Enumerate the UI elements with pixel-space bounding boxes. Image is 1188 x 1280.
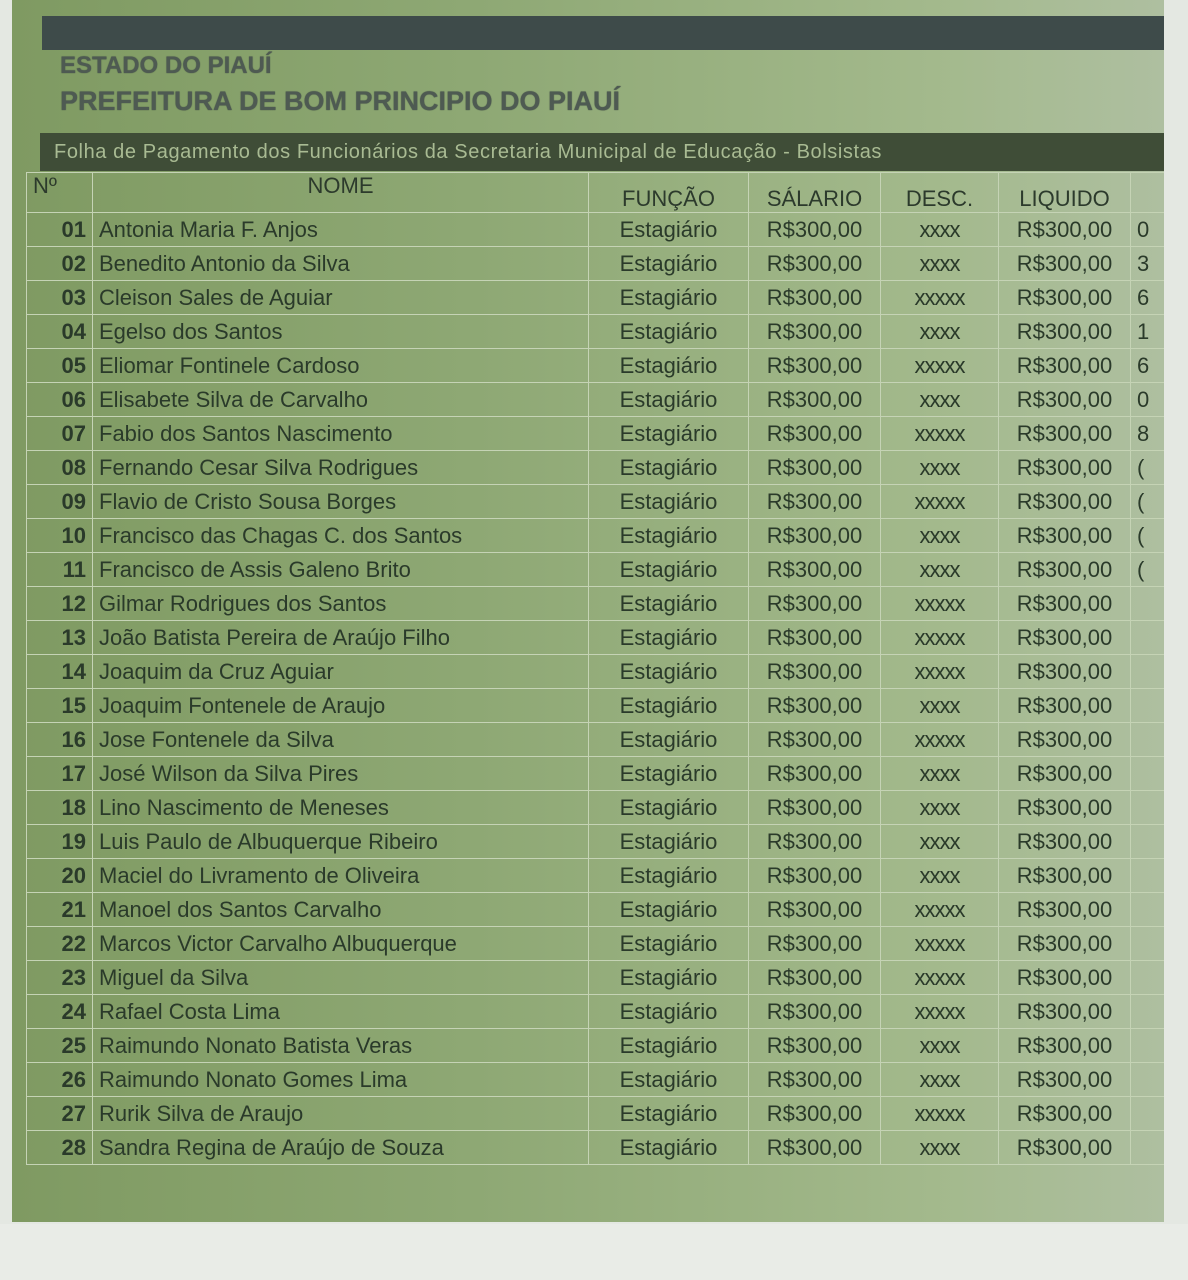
cell-number: 14 [27, 655, 93, 689]
cell-number: 15 [27, 689, 93, 723]
table-row [27, 417, 1165, 451]
cell-discount: xxxx [881, 519, 999, 553]
table-row [27, 689, 1165, 723]
cell-net: R$300,00 [999, 213, 1131, 247]
cell-number: 06 [27, 383, 93, 417]
cell-role: Estagiário [589, 825, 749, 859]
cell-salary: R$300,00 [749, 281, 881, 315]
cell-discount: xxxx [881, 791, 999, 825]
cell-number: 07 [27, 417, 93, 451]
cell-name: Francisco de Assis Galeno Brito [93, 553, 589, 587]
table-row [27, 859, 1165, 893]
table-row [27, 791, 1165, 825]
cell-net: R$300,00 [999, 451, 1131, 485]
cell-name: Raimundo Nonato Batista Veras [93, 1029, 589, 1063]
prefecture-heading: PREFEITURA DE BOM PRINCIPIO DO PIAUÍ [60, 86, 621, 116]
state-heading: ESTADO DO PIAUÍ [60, 52, 272, 79]
cell-name: Egelso dos Santos [93, 315, 589, 349]
cell-net: R$300,00 [999, 995, 1131, 1029]
cell-salary: R$300,00 [749, 1131, 881, 1165]
spreadsheet-page [12, 0, 1164, 1222]
cell-discount: xxxxx [881, 621, 999, 655]
cell-name: Miguel da Silva [93, 961, 589, 995]
cell-discount: xxxx [881, 315, 999, 349]
cell-name: Joaquim da Cruz Aguiar [93, 655, 589, 689]
cell-salary: R$300,00 [749, 723, 881, 757]
cell-salary: R$300,00 [749, 485, 881, 519]
cell-role: Estagiário [589, 485, 749, 519]
cell-discount: xxxxx [881, 893, 999, 927]
table-row [27, 1063, 1165, 1097]
cell-discount: xxxx [881, 383, 999, 417]
cell-salary: R$300,00 [749, 961, 881, 995]
cell-net: R$300,00 [999, 417, 1131, 451]
cell-role: Estagiário [589, 1131, 749, 1165]
cell-extra: ( [1131, 451, 1165, 485]
page-margin [0, 1224, 1188, 1280]
cell-discount: xxxx [881, 757, 999, 791]
cell-name: Benedito Antonio da Silva [93, 247, 589, 281]
cell-extra [1131, 995, 1165, 1029]
cell-net: R$300,00 [999, 1029, 1131, 1063]
cell-name: Jose Fontenele da Silva [93, 723, 589, 757]
cell-role: Estagiário [589, 621, 749, 655]
cell-net: R$300,00 [999, 587, 1131, 621]
cell-number: 13 [27, 621, 93, 655]
table-row [27, 723, 1165, 757]
cell-role: Estagiário [589, 1063, 749, 1097]
cell-extra [1131, 961, 1165, 995]
cell-extra: 8 [1131, 417, 1165, 451]
cell-discount: xxxxx [881, 1097, 999, 1131]
cell-number: 11 [27, 553, 93, 587]
cell-role: Estagiário [589, 587, 749, 621]
cell-extra [1131, 1063, 1165, 1097]
cell-number: 24 [27, 995, 93, 1029]
column-header-extra [1131, 173, 1165, 213]
cell-discount: xxxxx [881, 655, 999, 689]
cell-role: Estagiário [589, 791, 749, 825]
cell-extra: ( [1131, 485, 1165, 519]
cell-discount: xxxx [881, 859, 999, 893]
cell-salary: R$300,00 [749, 1063, 881, 1097]
cell-salary: R$300,00 [749, 791, 881, 825]
cell-name: Rafael Costa Lima [93, 995, 589, 1029]
cell-number: 09 [27, 485, 93, 519]
table-row [27, 757, 1165, 791]
cell-net: R$300,00 [999, 1131, 1131, 1165]
cell-number: 10 [27, 519, 93, 553]
column-header-desc: DESC. [881, 173, 999, 213]
cell-discount: xxxxx [881, 349, 999, 383]
cell-role: Estagiário [589, 349, 749, 383]
cell-extra [1131, 689, 1165, 723]
cell-discount: xxxx [881, 247, 999, 281]
table-row [27, 1131, 1165, 1165]
cell-extra [1131, 1097, 1165, 1131]
cell-number: 28 [27, 1131, 93, 1165]
cell-number: 08 [27, 451, 93, 485]
cell-net: R$300,00 [999, 1097, 1131, 1131]
cell-salary: R$300,00 [749, 1097, 881, 1131]
table-row [27, 519, 1165, 553]
cell-extra: ( [1131, 519, 1165, 553]
cell-number: 02 [27, 247, 93, 281]
cell-extra [1131, 893, 1165, 927]
cell-number: 23 [27, 961, 93, 995]
cell-name: Cleison Sales de Aguiar [93, 281, 589, 315]
cell-number: 12 [27, 587, 93, 621]
cell-discount: xxxx [881, 1063, 999, 1097]
table-row [27, 247, 1165, 281]
cell-discount: xxxxx [881, 417, 999, 451]
cell-net: R$300,00 [999, 961, 1131, 995]
cell-net: R$300,00 [999, 553, 1131, 587]
cell-role: Estagiário [589, 213, 749, 247]
cell-extra [1131, 1131, 1165, 1165]
cell-net: R$300,00 [999, 621, 1131, 655]
column-header-role: FUNÇÃO [589, 173, 749, 213]
cell-extra [1131, 927, 1165, 961]
cell-name: Maciel do Livramento de Oliveira [93, 859, 589, 893]
cell-extra: 0 [1131, 213, 1165, 247]
cell-extra [1131, 587, 1165, 621]
table-row [27, 281, 1165, 315]
cell-name: Elisabete Silva de Carvalho [93, 383, 589, 417]
cell-name: Luis Paulo de Albuquerque Ribeiro [93, 825, 589, 859]
cell-name: Sandra Regina de Araújo de Souza [93, 1131, 589, 1165]
payroll-table [26, 172, 1164, 1165]
cell-discount: xxxx [881, 689, 999, 723]
cell-discount: xxxx [881, 1131, 999, 1165]
cell-extra: 0 [1131, 383, 1165, 417]
cell-net: R$300,00 [999, 757, 1131, 791]
cell-name: Antonia Maria F. Anjos [93, 213, 589, 247]
cell-role: Estagiário [589, 893, 749, 927]
column-header-name: NOME [93, 173, 589, 213]
table-row [27, 927, 1165, 961]
cell-extra [1131, 791, 1165, 825]
table-row [27, 587, 1165, 621]
cell-role: Estagiário [589, 417, 749, 451]
cell-number: 18 [27, 791, 93, 825]
payroll-caption: Folha de Pagamento dos Funcionários da Secretaria Municipal de Educação - Bolsistas [40, 133, 1164, 171]
column-header-num: Nº [27, 173, 93, 213]
cell-salary: R$300,00 [749, 247, 881, 281]
cell-discount: xxxx [881, 553, 999, 587]
cell-discount: xxxx [881, 1029, 999, 1063]
cell-name: João Batista Pereira de Araújo Filho [93, 621, 589, 655]
cell-discount: xxxx [881, 451, 999, 485]
cell-name: Joaquim Fontenele de Araujo [93, 689, 589, 723]
cell-net: R$300,00 [999, 723, 1131, 757]
cell-name: Fabio dos Santos Nascimento [93, 417, 589, 451]
cell-salary: R$300,00 [749, 655, 881, 689]
cell-number: 25 [27, 1029, 93, 1063]
cell-discount: xxxx [881, 825, 999, 859]
cell-salary: R$300,00 [749, 689, 881, 723]
cell-net: R$300,00 [999, 383, 1131, 417]
cell-discount: xxxxx [881, 587, 999, 621]
cell-net: R$300,00 [999, 893, 1131, 927]
cell-salary: R$300,00 [749, 995, 881, 1029]
cell-net: R$300,00 [999, 315, 1131, 349]
cell-role: Estagiário [589, 723, 749, 757]
cell-net: R$300,00 [999, 485, 1131, 519]
cell-role: Estagiário [589, 247, 749, 281]
top-dark-band [42, 16, 1164, 50]
cell-number: 05 [27, 349, 93, 383]
cell-extra [1131, 859, 1165, 893]
cell-salary: R$300,00 [749, 587, 881, 621]
cell-number: 03 [27, 281, 93, 315]
cell-discount: xxxxx [881, 995, 999, 1029]
cell-discount: xxxxx [881, 927, 999, 961]
table-row [27, 825, 1165, 859]
table-row [27, 451, 1165, 485]
table-row [27, 1097, 1165, 1131]
cell-salary: R$300,00 [749, 349, 881, 383]
cell-number: 26 [27, 1063, 93, 1097]
cell-net: R$300,00 [999, 1063, 1131, 1097]
cell-number: 16 [27, 723, 93, 757]
cell-salary: R$300,00 [749, 757, 881, 791]
cell-extra [1131, 621, 1165, 655]
cell-number: 17 [27, 757, 93, 791]
cell-role: Estagiário [589, 655, 749, 689]
cell-salary: R$300,00 [749, 859, 881, 893]
table-header-row [27, 173, 1165, 213]
cell-extra [1131, 655, 1165, 689]
table-row [27, 621, 1165, 655]
table-row [27, 349, 1165, 383]
cell-name: Fernando Cesar Silva Rodrigues [93, 451, 589, 485]
column-header-salary: SÁLARIO [749, 173, 881, 213]
table-row [27, 213, 1165, 247]
cell-extra: 3 [1131, 247, 1165, 281]
cell-salary: R$300,00 [749, 1029, 881, 1063]
cell-net: R$300,00 [999, 825, 1131, 859]
cell-name: Eliomar Fontinele Cardoso [93, 349, 589, 383]
cell-discount: xxxxx [881, 485, 999, 519]
cell-net: R$300,00 [999, 859, 1131, 893]
cell-name: Raimundo Nonato Gomes Lima [93, 1063, 589, 1097]
table-body [27, 213, 1165, 1165]
cell-discount: xxxxx [881, 723, 999, 757]
cell-name: Flavio de Cristo Sousa Borges [93, 485, 589, 519]
table-row [27, 655, 1165, 689]
cell-extra: 6 [1131, 349, 1165, 383]
cell-net: R$300,00 [999, 519, 1131, 553]
cell-extra: 1 [1131, 315, 1165, 349]
cell-extra [1131, 1029, 1165, 1063]
table-row [27, 315, 1165, 349]
cell-net: R$300,00 [999, 689, 1131, 723]
cell-role: Estagiário [589, 315, 749, 349]
column-header-net: LIQUIDO [999, 173, 1131, 213]
cell-salary: R$300,00 [749, 927, 881, 961]
cell-role: Estagiário [589, 757, 749, 791]
cell-role: Estagiário [589, 553, 749, 587]
cell-net: R$300,00 [999, 655, 1131, 689]
cell-role: Estagiário [589, 689, 749, 723]
cell-name: Francisco das Chagas C. dos Santos [93, 519, 589, 553]
cell-net: R$300,00 [999, 791, 1131, 825]
cell-extra: ( [1131, 553, 1165, 587]
cell-salary: R$300,00 [749, 621, 881, 655]
cell-net: R$300,00 [999, 927, 1131, 961]
cell-name: Rurik Silva de Araujo [93, 1097, 589, 1131]
cell-role: Estagiário [589, 451, 749, 485]
cell-net: R$300,00 [999, 247, 1131, 281]
table-row [27, 893, 1165, 927]
cell-number: 04 [27, 315, 93, 349]
cell-role: Estagiário [589, 995, 749, 1029]
cell-role: Estagiário [589, 927, 749, 961]
cell-salary: R$300,00 [749, 213, 881, 247]
cell-extra: 6 [1131, 281, 1165, 315]
cell-extra [1131, 723, 1165, 757]
table-row [27, 383, 1165, 417]
cell-net: R$300,00 [999, 349, 1131, 383]
table-row [27, 553, 1165, 587]
cell-salary: R$300,00 [749, 417, 881, 451]
cell-salary: R$300,00 [749, 825, 881, 859]
cell-number: 27 [27, 1097, 93, 1131]
cell-salary: R$300,00 [749, 553, 881, 587]
table-row [27, 485, 1165, 519]
cell-discount: xxxxx [881, 281, 999, 315]
cell-discount: xxxxx [881, 961, 999, 995]
cell-name: Marcos Victor Carvalho Albuquerque [93, 927, 589, 961]
cell-role: Estagiário [589, 1029, 749, 1063]
cell-role: Estagiário [589, 859, 749, 893]
table-row [27, 995, 1165, 1029]
cell-number: 20 [27, 859, 93, 893]
cell-role: Estagiário [589, 961, 749, 995]
cell-name: Lino Nascimento de Meneses [93, 791, 589, 825]
table-row [27, 961, 1165, 995]
cell-salary: R$300,00 [749, 383, 881, 417]
cell-number: 19 [27, 825, 93, 859]
cell-salary: R$300,00 [749, 893, 881, 927]
cell-number: 21 [27, 893, 93, 927]
cell-salary: R$300,00 [749, 451, 881, 485]
cell-role: Estagiário [589, 383, 749, 417]
cell-role: Estagiário [589, 1097, 749, 1131]
cell-discount: xxxx [881, 213, 999, 247]
cell-number: 01 [27, 213, 93, 247]
cell-name: Manoel dos Santos Carvalho [93, 893, 589, 927]
cell-salary: R$300,00 [749, 315, 881, 349]
cell-name: Gilmar Rodrigues dos Santos [93, 587, 589, 621]
cell-extra [1131, 757, 1165, 791]
cell-salary: R$300,00 [749, 519, 881, 553]
cell-role: Estagiário [589, 281, 749, 315]
cell-extra [1131, 825, 1165, 859]
cell-role: Estagiário [589, 519, 749, 553]
table-row [27, 1029, 1165, 1063]
cell-net: R$300,00 [999, 281, 1131, 315]
cell-name: José Wilson da Silva Pires [93, 757, 589, 791]
cell-number: 22 [27, 927, 93, 961]
